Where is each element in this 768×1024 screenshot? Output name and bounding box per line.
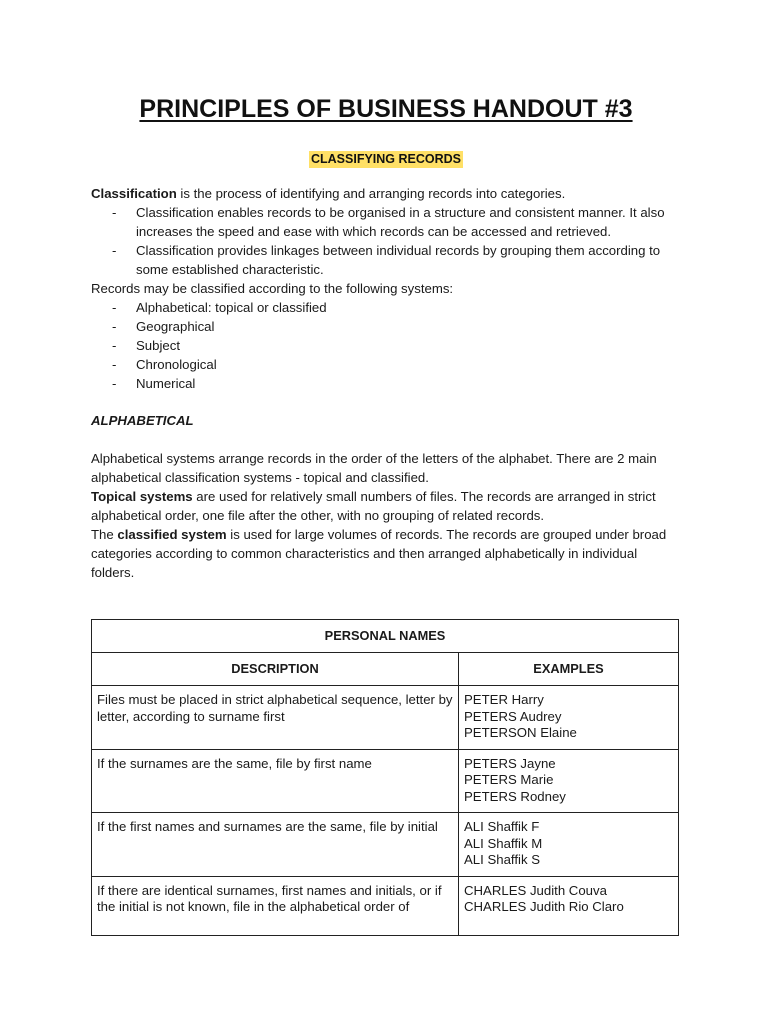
example-name: PETERS Audrey <box>464 708 562 724</box>
classified-text: is used for large volumes of records. The records are grouped under broad categories according to common characteristics and then arranged alphabetically in individual folders. <box>91 527 667 580</box>
examples-cell <box>459 813 679 877</box>
classification-term: Classification <box>91 186 177 201</box>
personal-names-table <box>91 619 679 936</box>
classified-prefix: The <box>91 527 118 542</box>
table-row <box>92 749 679 813</box>
example-name: PETERS Marie <box>464 772 554 787</box>
dash-bullet: - <box>112 205 117 220</box>
section-subtitle: CLASSIFYING RECORDS <box>310 152 461 166</box>
table-header-row <box>92 653 679 686</box>
example-name: CHARLES Judith Couva <box>464 882 607 898</box>
table-row <box>92 876 679 935</box>
list-item <box>91 336 671 355</box>
dash-bullet: - <box>112 338 117 353</box>
examples-cell <box>459 749 679 813</box>
list-item <box>91 298 671 317</box>
classified-paragraph <box>91 525 671 582</box>
table-row <box>92 813 679 877</box>
description-cell: If the first names and surnames are the same, file by initial <box>92 813 459 877</box>
list-item <box>91 374 671 393</box>
alphabetical-heading-text: ALPHABETICAL <box>91 413 194 428</box>
table-caption-row <box>92 620 679 653</box>
example-name: ALI Shaffik F <box>464 819 540 834</box>
classified-term: classified system <box>117 527 227 542</box>
page-title: PRINCIPLES OF BUSINESS HANDOUT #3 <box>139 95 633 123</box>
example-name: ALI Shaffik M <box>464 835 543 851</box>
alphabetical-heading <box>91 411 671 430</box>
system-name: Geographical <box>136 319 215 334</box>
example-name: PETERS Jayne <box>464 755 556 771</box>
example-name: PETERS Rodney <box>464 788 566 804</box>
topical-paragraph <box>91 487 671 525</box>
table-row <box>92 686 679 750</box>
description-cell: Files must be placed in strict alphabetical sequence, letter by letter, according to surname first <box>92 686 459 750</box>
list-item <box>91 317 671 336</box>
examples-cell <box>459 686 679 750</box>
dash-bullet: - <box>112 243 117 258</box>
list-item <box>91 203 671 241</box>
example-name: CHARLES Judith Rio Claro <box>464 899 624 914</box>
description-cell: If the surnames are the same, file by first name <box>92 749 459 813</box>
description-cell: If there are identical surnames, first names and initials, or if the initial is not known, file in the alphabetical order of <box>92 876 459 935</box>
column-header-description: DESCRIPTION <box>92 653 459 686</box>
example-name: PETERSON Elaine <box>464 725 577 740</box>
subtitle-wrap <box>91 149 681 168</box>
table-caption: PERSONAL NAMES <box>92 620 679 653</box>
system-name: Chronological <box>136 357 217 372</box>
dash-bullet: - <box>112 319 117 334</box>
classification-definition-text: is the process of identifying and arranging records into categories. <box>176 186 566 201</box>
system-name: Alphabetical: topical or classified <box>136 300 327 315</box>
topical-term: Topical systems <box>91 489 193 504</box>
dash-bullet: - <box>112 357 117 372</box>
systems-list <box>91 298 671 393</box>
systems-intro: Records may be classified according to the following systems: <box>91 281 454 296</box>
list-item <box>91 355 671 374</box>
topical-text: are used for relatively small numbers of files. The records are arranged in strict alphabetical order, one file after the other, with no grouping of related records. <box>91 489 656 523</box>
examples-cell <box>459 876 679 935</box>
alphabetical-intro: Alphabetical systems arrange records in the order of the letters of the alphabet. There are 2 main alphabetical classification systems - topical and classified. <box>91 451 657 485</box>
bullet-text: Classification provides linkages between individual records by grouping them according to some established characteristic. <box>136 243 661 277</box>
dash-bullet: - <box>112 300 117 315</box>
example-name: ALI Shaffik S <box>464 852 540 867</box>
classification-definition <box>91 184 671 203</box>
system-name: Numerical <box>136 376 196 391</box>
example-name: PETER Harry <box>464 692 544 707</box>
classification-bullets <box>91 203 671 279</box>
classification-section <box>91 184 671 393</box>
system-name: Subject <box>136 338 180 353</box>
list-item <box>91 241 671 279</box>
column-header-examples: EXAMPLES <box>459 653 679 686</box>
alphabetical-section <box>91 449 671 582</box>
dash-bullet: - <box>112 376 117 391</box>
bullet-text: Classification enables records to be organised in a structure and consistent manner. It also increases the speed and ease with which records can be accessed and retrieved. <box>136 205 665 239</box>
